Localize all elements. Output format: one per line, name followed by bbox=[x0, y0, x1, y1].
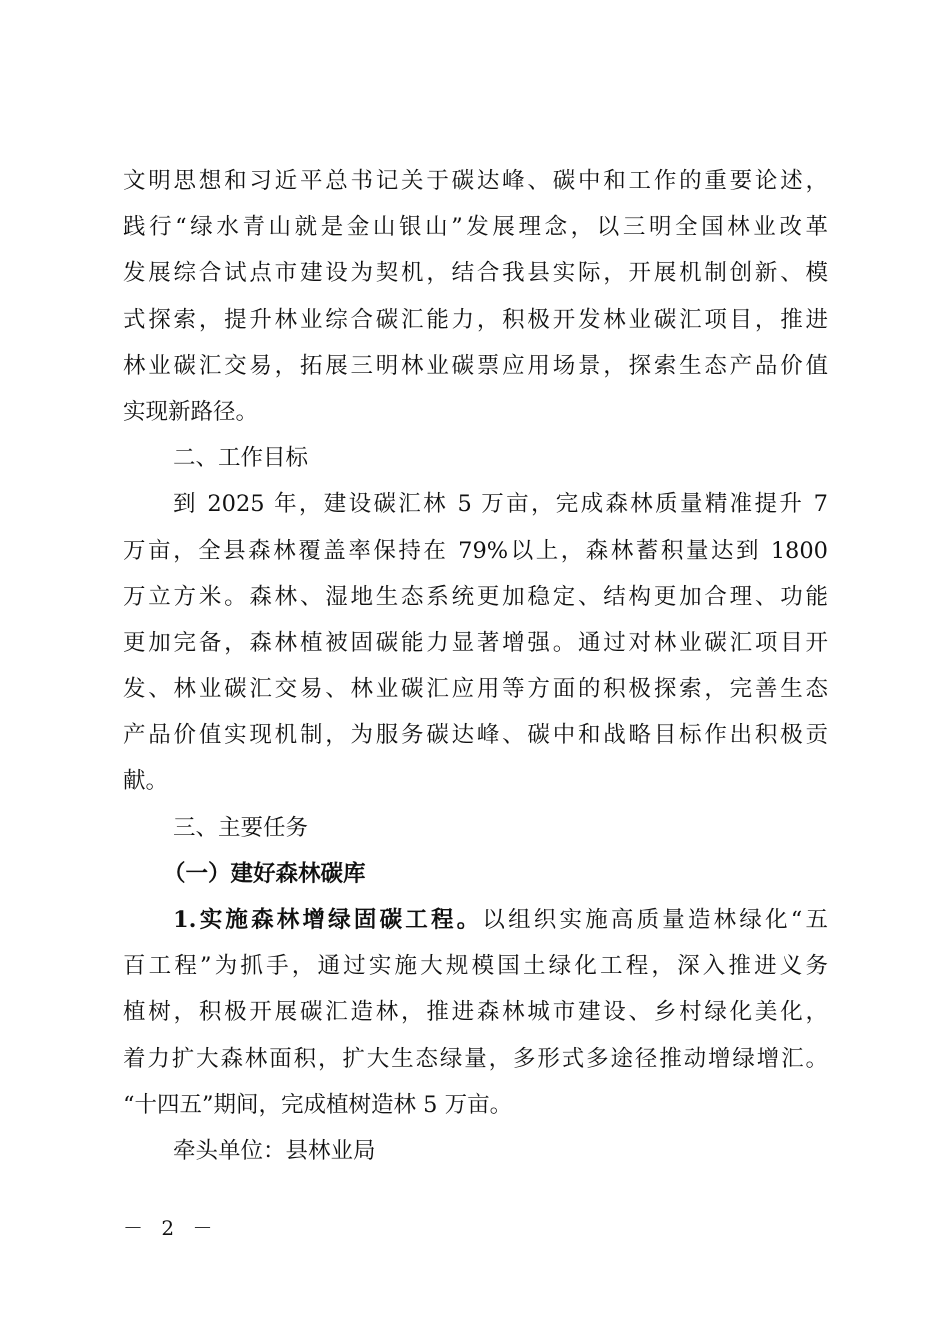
body-line: 百工程”为抓手，通过实施大规模国土绿化工程，深入推进义务 bbox=[123, 953, 828, 980]
body-line: “十四五”期间，完成植树造林 5 万亩。 bbox=[123, 1091, 513, 1118]
body-line: 更加完备，森林植被固碳能力显著增强。通过对林业碳汇项目开 bbox=[123, 629, 828, 656]
document-body bbox=[123, 158, 828, 1174]
item-text: 以组织实施高质量造林绿化“五 bbox=[482, 907, 828, 933]
body-line: 实现新路径。 bbox=[123, 398, 259, 425]
lead-unit: 牵头单位：县林业局 bbox=[173, 1137, 376, 1164]
item-title: 1.实施森林增绿固碳工程。 bbox=[173, 907, 483, 933]
body-line: 文明思想和习近平总书记关于碳达峰、碳中和工作的重要论述， bbox=[123, 168, 828, 194]
section-heading-tasks: 三、主要任务 bbox=[173, 814, 309, 841]
item-first-line bbox=[123, 897, 828, 943]
body-line: 着力扩大森林面积，扩大生态绿量，多形式多途径推动增绿增汇。 bbox=[123, 1045, 828, 1072]
body-line: 献。 bbox=[123, 768, 169, 795]
body-line: 发展综合试点市建设为契机，结合我县实际，开展机制创新、模 bbox=[123, 260, 828, 287]
body-line: 到 2025 年，建设碳汇林 5 万亩，完成森林质量精准提升 7 bbox=[173, 491, 828, 518]
body-line: 林业碳汇交易，拓展三明林业碳票应用场景，探索生态产品价值 bbox=[123, 352, 828, 379]
body-line: 万立方米。森林、湿地生态系统更加稳定、结构更加合理、功能 bbox=[123, 583, 828, 610]
page-number: － 2 － bbox=[123, 1216, 219, 1240]
section-heading-goals: 二、工作目标 bbox=[173, 445, 309, 472]
body-line: 式探索，提升林业综合碳汇能力，积极开发林业碳汇项目，推进 bbox=[123, 306, 828, 333]
body-line: 万亩，全县森林覆盖率保持在 79%以上，森林蓄积量达到 1800 bbox=[123, 537, 828, 564]
subsection-heading: （一）建好森林碳库 bbox=[163, 860, 366, 887]
body-line: 产品价值实现机制，为服务碳达峰、碳中和战略目标作出积极贡 bbox=[123, 722, 828, 749]
body-line: 践行“绿水青山就是金山银山”发展理念，以三明全国林业改革 bbox=[123, 214, 828, 241]
body-line: 发、林业碳汇交易、林业碳汇应用等方面的积极探索，完善生态 bbox=[123, 676, 828, 703]
body-line: 植树，积极开展碳汇造林，推进森林城市建设、乡村绿化美化， bbox=[123, 999, 828, 1026]
